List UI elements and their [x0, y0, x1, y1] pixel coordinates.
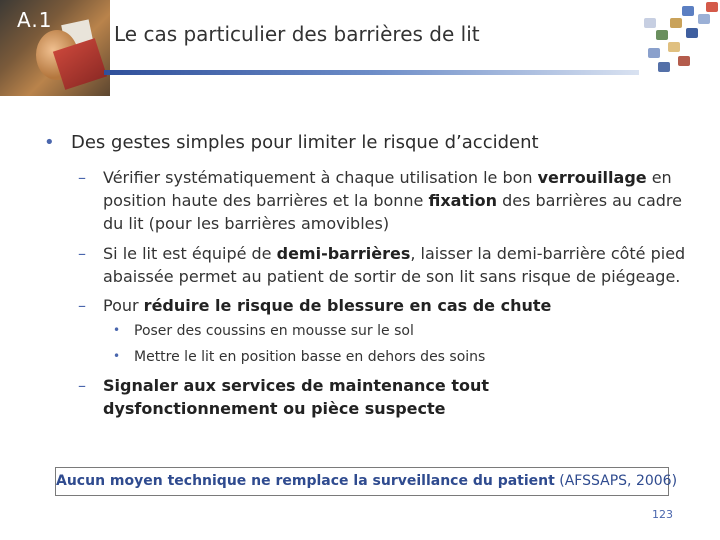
sub-bullet-dot: •	[113, 349, 121, 363]
page-number: 123	[652, 508, 673, 521]
sub-bullet-dot: •	[113, 323, 121, 337]
dash-marker: –	[78, 244, 86, 263]
dash-marker: –	[78, 168, 86, 187]
subitem-coussins: Poser des coussins en mousse sur le sol	[134, 323, 414, 339]
item-reduire-risque: Pour réduire le risque de blessure en cas de chute	[103, 296, 552, 315]
list-item	[78, 374, 688, 420]
key-message-source: (AFSSAPS, 2006)	[554, 473, 678, 489]
subitem-lit-bas: Mettre le lit en position basse en dehors des soins	[134, 349, 486, 365]
dash-marker: –	[78, 296, 86, 315]
list-item	[78, 166, 688, 236]
item-verrouillage: Vérifier systématiquement à chaque utilisation le bon verrouillage en position haute des barrières et la bonne fixation des barrières au cadre du lit (pour les barrières amovibles)	[103, 168, 682, 233]
bullet-dot: •	[44, 132, 55, 153]
item-signaler: Signaler aux services de maintenance tout dysfonctionnement ou pièce suspecte	[103, 376, 490, 418]
section-code: A.1	[17, 8, 53, 32]
list-item	[78, 242, 688, 288]
item-demi-barrieres: Si le lit est équipé de demi-barrières, laisser la demi-barrière côté pied abaissée permet au patient de sortir de son lit sans risque de piégeage.	[103, 244, 686, 286]
key-message-box	[55, 467, 678, 496]
list-item	[78, 294, 688, 317]
main-heading: Des gestes simples pour limiter le risque d’accident	[71, 132, 539, 153]
dash-marker: –	[78, 376, 86, 395]
key-message: Aucun moyen technique ne remplace la surveillance du patient	[56, 473, 555, 489]
slide-title: Le cas particulier des barrières de lit	[114, 22, 480, 46]
